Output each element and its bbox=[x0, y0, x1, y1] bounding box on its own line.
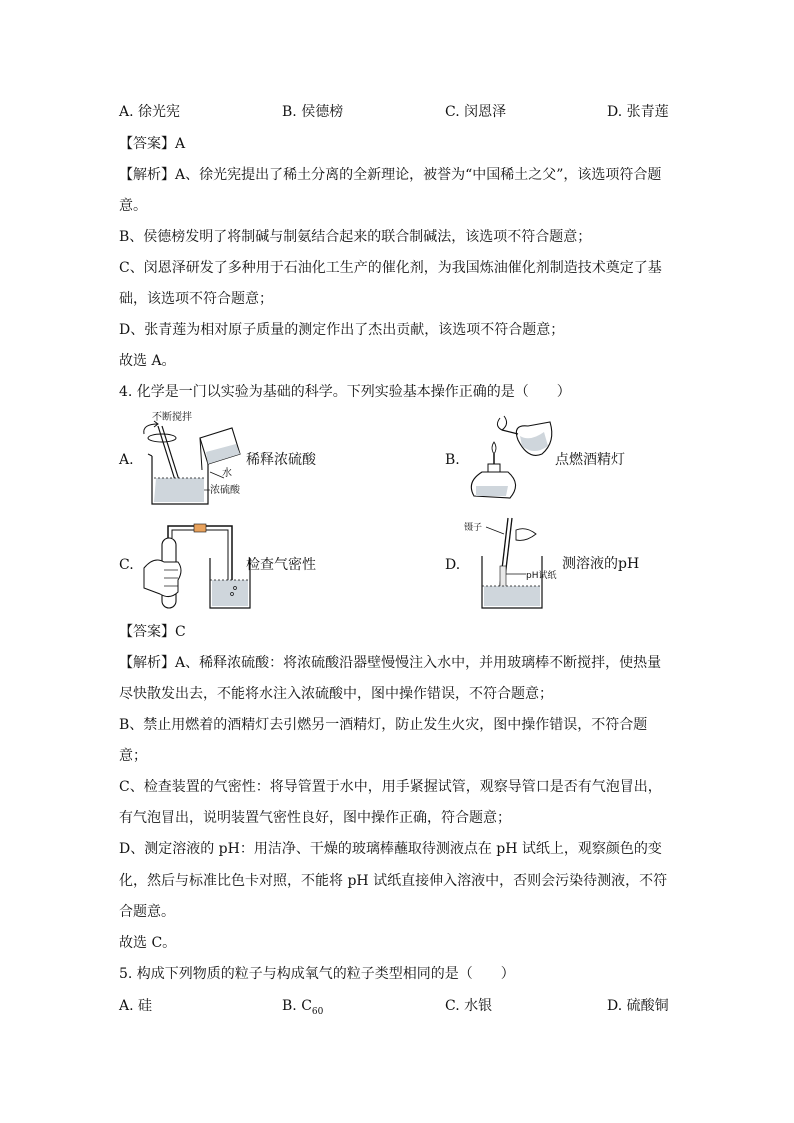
q4-analysis-line: 合题意。 bbox=[119, 904, 175, 920]
q3-option-d: D. 张青莲 bbox=[607, 104, 669, 120]
q3-answer: 【答案】A bbox=[119, 136, 186, 152]
q4-fig-d-letter: D. bbox=[445, 557, 461, 573]
q3-analysis-line: 【解析】A、徐光宪提出了稀土分离的全新理论，被誉为“中国稀土之父”，该选项符合题 bbox=[119, 167, 662, 183]
q4-analysis-line: 有气泡冒出，说明装置气密性良好，图中操作正确，符合题意； bbox=[119, 810, 511, 826]
q4-analysis-line: 意； bbox=[119, 748, 147, 764]
q3-analysis-line: 础，该选项不符合题意； bbox=[119, 291, 273, 307]
q3-analysis-line: 意。 bbox=[119, 198, 147, 214]
q4-fig-b bbox=[460, 412, 560, 512]
fig-d-paper-label: pH试纸 bbox=[526, 571, 557, 581]
q3-option-a: A. 徐光宪 bbox=[119, 104, 181, 120]
q4-fig-a-caption: 稀释浓硫酸 bbox=[246, 452, 316, 468]
q4-analysis-line: 故选 C。 bbox=[119, 935, 177, 951]
q3-analysis-line: B、侯德榜发明了将制碱与制氨结合起来的联合制碱法，该选项不符合题意； bbox=[119, 229, 592, 245]
q4-fig-a-letter: A. bbox=[119, 452, 134, 468]
q4-analysis-line: B、禁止用燃着的酒精灯去引燃另一酒精灯，防止发生火灾，图中操作错误，不符合题 bbox=[119, 717, 648, 733]
q4-fig-a bbox=[140, 408, 260, 512]
q4-stem: 4. 化学是一门以实验为基础的科学。下列实验基本操作正确的是（ ） bbox=[119, 384, 571, 400]
q4-fig-c-letter: C. bbox=[119, 557, 134, 573]
q3-option-b: B. 侯德榜 bbox=[282, 104, 344, 120]
q5-stem: 5. 构成下列物质的粒子与构成氧气的粒子类型相同的是（ ） bbox=[119, 966, 515, 982]
q4-fig-c-caption: 检查气密性 bbox=[246, 557, 316, 573]
q4-analysis-line: D、测定溶液的 pH：用洁净、干燥的玻璃棒蘸取待测液点在 pH 试纸上，观察颜色的变 bbox=[119, 841, 662, 857]
q5-option-b-prefix: B. C bbox=[282, 998, 312, 1014]
q5-option-b-subscript: 60 bbox=[311, 1006, 324, 1017]
q4-analysis-line: 尽快散发出去，不能将水注入浓硫酸中，图中操作错误，不符合题意； bbox=[119, 686, 553, 702]
q4-analysis-line: 【解析】A、稀释浓硫酸：将浓硫酸沿器壁慢慢注入水中，并用玻璃棒不断搅拌，使热量 bbox=[119, 655, 662, 671]
fig-d-tweezers-label: 镊子 bbox=[464, 523, 483, 533]
fig-a-acid-label: 浓硫酸 bbox=[210, 485, 240, 496]
q5-option-b bbox=[282, 998, 323, 1020]
q5-option-a: A. 硅 bbox=[119, 998, 153, 1014]
q4-fig-b-caption: 点燃酒精灯 bbox=[555, 452, 625, 468]
q4-analysis-line: 化，然后与标准比色卡对照，不能将 pH 试纸直接伸入溶液中，否则会污染待测液，不符 bbox=[119, 873, 668, 889]
q5-option-d: D. 硫酸铜 bbox=[607, 998, 669, 1014]
q4-fig-d-caption: 测溶液的pH bbox=[562, 556, 640, 572]
q4-fig-c bbox=[140, 518, 260, 614]
q4-analysis-line: C、检查装置的气密性：将导管置于水中，用手紧握试管，观察导管口是否有气泡冒出， bbox=[119, 779, 662, 795]
q3-analysis-line: 故选 A。 bbox=[119, 353, 176, 369]
q5-option-c: C. 水银 bbox=[445, 998, 493, 1014]
fig-a-water-label: 水 bbox=[222, 468, 232, 479]
q4-fig-b-letter: B. bbox=[445, 452, 460, 468]
q3-analysis-line: D、张青莲为相对原子质量的测定作出了杰出贡献，该选项不符合题意； bbox=[119, 322, 565, 338]
fig-a-stir-label: 不断搅拌 bbox=[152, 412, 192, 423]
q3-option-c: C. 闵恩泽 bbox=[445, 104, 507, 120]
q3-analysis-line: C、闵恩泽研发了多种用于石油化工生产的催化剂，为我国炼油催化剂制造技术奠定了基 bbox=[119, 260, 662, 276]
q4-answer: 【答案】C bbox=[119, 624, 186, 640]
q4-fig-d bbox=[460, 512, 564, 616]
